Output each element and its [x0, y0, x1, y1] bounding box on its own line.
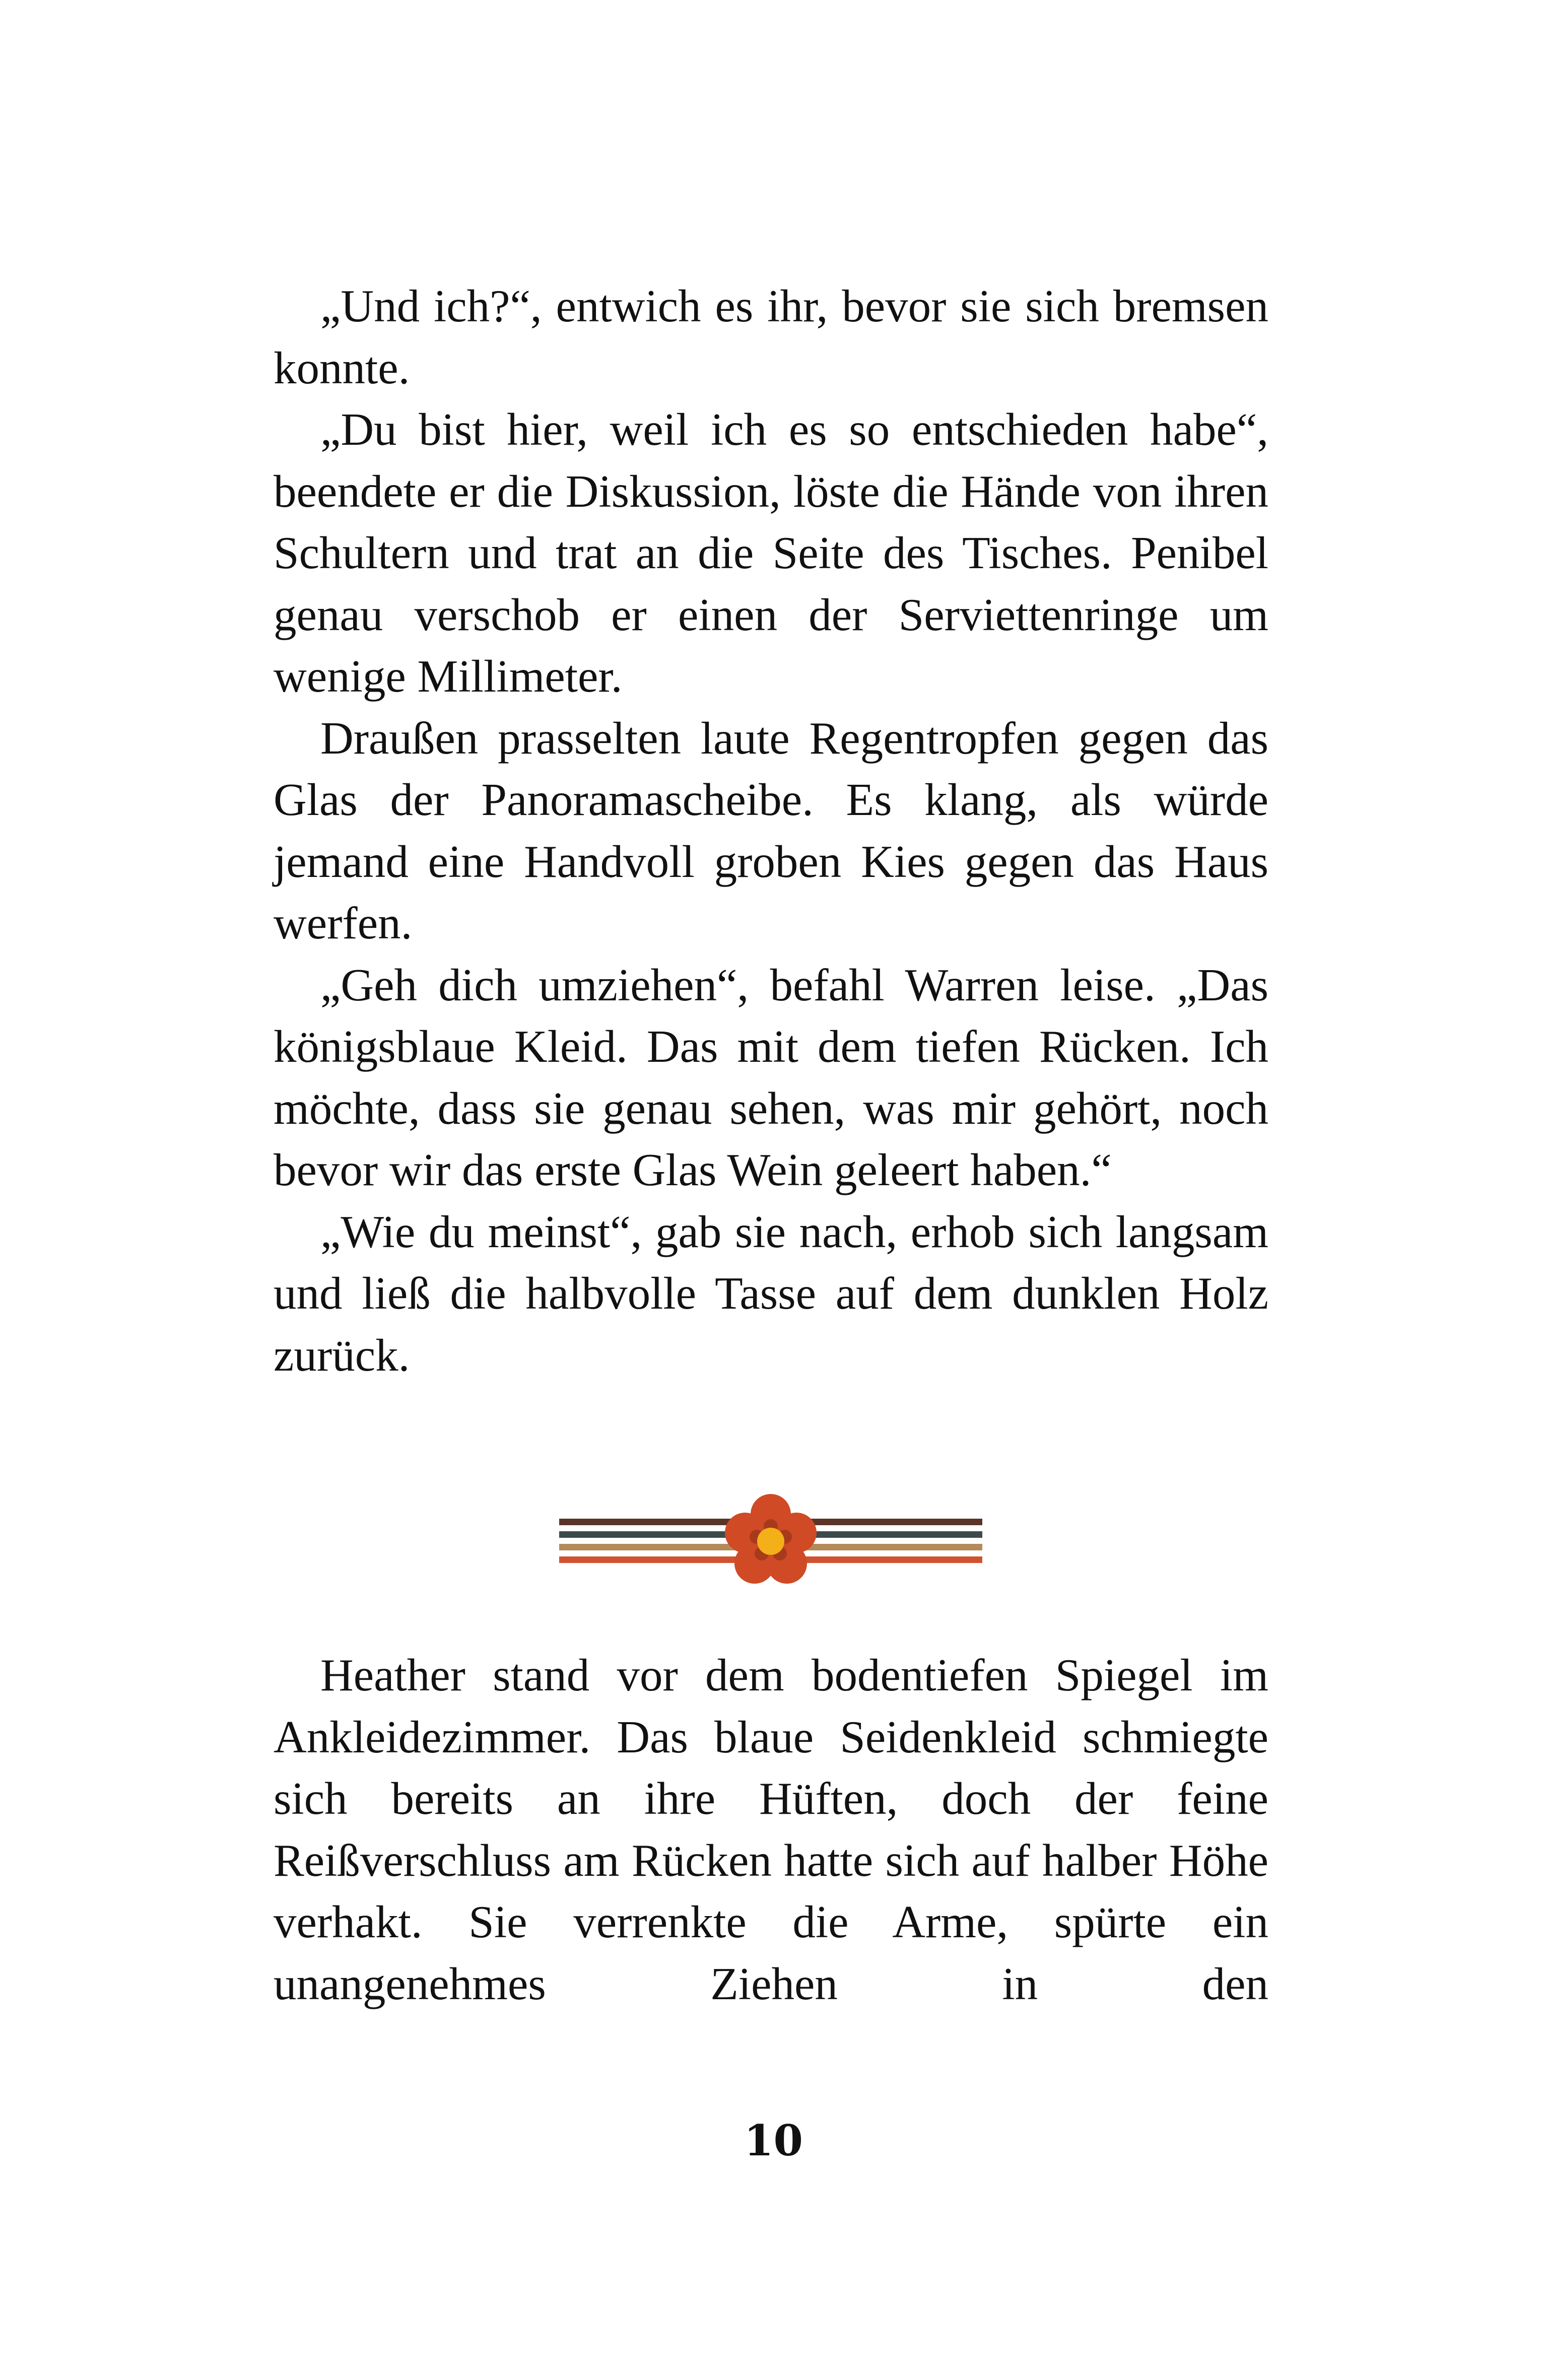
flower-divider-icon	[559, 1491, 982, 1597]
paragraph: „Du bist hier, weil ich es so entschieden habe“, beendete er die Diskussion, löste die Hände von ihren Schultern und trat an die Seite des Tisches. Penibel genau verschob er einen der Serviettenringe um wenige Millimeter.	[274, 404, 1268, 702]
page-number: 10	[744, 2116, 803, 2165]
paragraph: „Und ich?“, entwich es ihr, bevor sie sich bremsen konnte.	[274, 281, 1268, 393]
paragraph: „Wie du meinst“, gab sie nach, erhob sich langsam und ließ die halbvolle Tasse auf dem dunklen Holz zurück.	[274, 1206, 1268, 1381]
text-section-two	[274, 1645, 1268, 2015]
paragraph: „Geh dich umziehen“, befahl Warren leise. „Das königsblaue Kleid. Das mit dem tiefen Rücken. Ich möchte, dass sie genau sehen, was mir gehört, noch bevor wir das erste Glas Wein geleert haben.“	[274, 959, 1268, 1195]
paragraph: Heather stand vor dem bodentiefen Spiegel im Ankleidezimmer. Das blaue Seidenkleid schmiegte sich bereits an ihre Hüften, doch der feine Reißverschluss am Rücken hatte sich auf halber Höhe verhakt. Sie verrenkte die Arme, spürte ein unangenehmes Ziehen in den	[274, 1650, 1268, 2009]
paragraph: Draußen prasselten laute Regentropfen gegen das Glas der Panoramascheibe. Es klang, als würde jemand eine Handvoll groben Kies gegen das Haus werfen.	[274, 712, 1268, 948]
flower-center	[757, 1528, 784, 1555]
text-section-one	[274, 276, 1268, 1386]
flower-icon	[725, 1494, 817, 1584]
